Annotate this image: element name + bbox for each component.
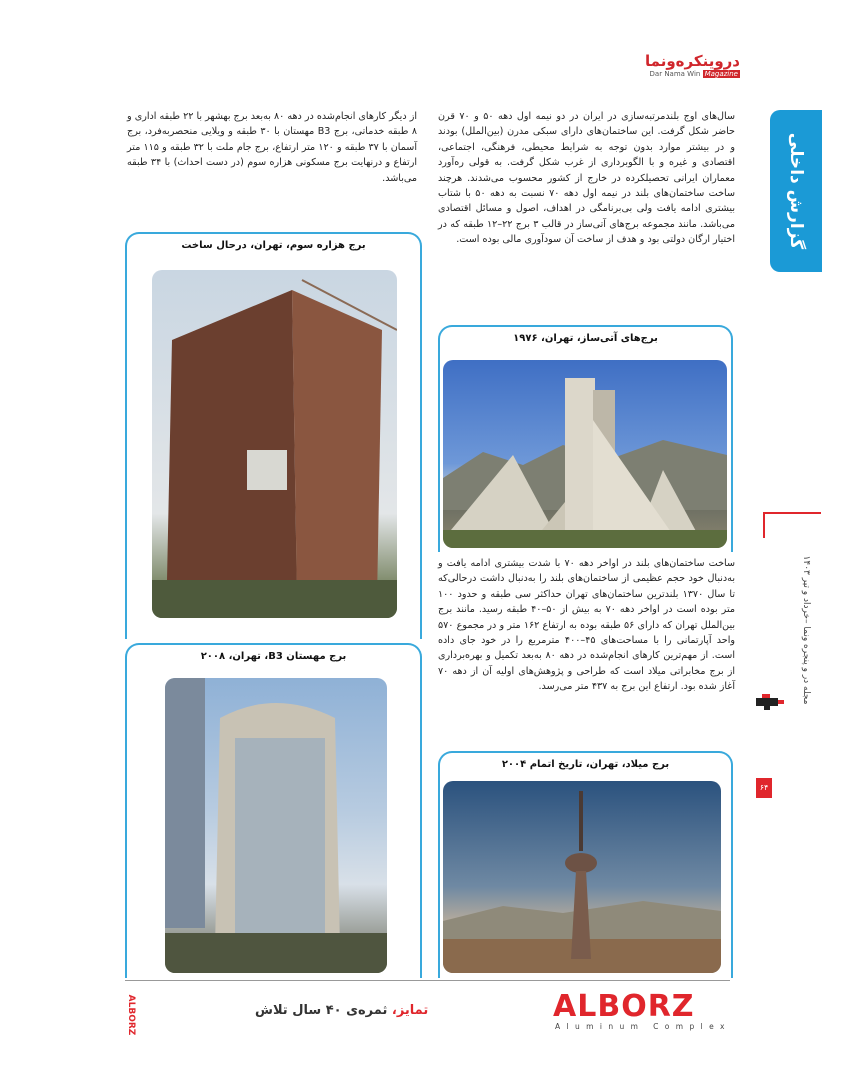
alborz-vertical-text: ALBORZ [126, 994, 136, 1036]
footer-slogan-text: ثمره‌ی ۴۰ سال تلاش [255, 1003, 392, 1018]
magazine-logo-fa: دروینکره‌ونما [645, 52, 740, 70]
side-rule [763, 512, 821, 514]
figure-atisaz-towers [438, 325, 733, 552]
photo-mahestan-b3-tower [165, 678, 387, 973]
window-icon [752, 690, 788, 714]
article-paragraph-left: از دیگر کارهای انجام‌شده در دهه ۸۰ به‌بعد برج بهشهر با ۲۲ طبقه اداری و ۸ طبقه خدماتی، برج B3 مهستان با ۳۰ طبقه و ویلایی منحصربه‌فرد، برج آسمان با ۳۷ طبقه و ۱۲۰ متر ارتفاع، برج جام ملت با ۳۲ طبقه و ۱۱۵ متر ارتفاع و درنهایت برج مسکونی هزاره سوم (در دست احداث) با ۳۴ طبقه می‌باشد. [127, 111, 418, 184]
alborz-brand-sub: Aluminum Complex [555, 1022, 731, 1031]
figure-caption: برج میلاد، تهران، تاریخ اتمام ۲۰۰۴ [501, 759, 670, 770]
side-rule-vertical [763, 512, 765, 538]
photo-milad-tower [443, 781, 721, 973]
alborz-vertical-logo [124, 990, 138, 1040]
figure-hezare-sevom-tower [125, 232, 422, 639]
article-paragraph-right: سال‌های اوج بلندمرتبه‌سازی در ایران در دو نیمه اول دهه ۵۰ و ۷۰ قرن حاضر شکل گرفت. این ساختمان‌های دارای سبکی مدرن (بین‌الملل) بودند و در بیشتر موارد بدون توجه به شرایط محیطی، فرهنگی، اجتماعی، اقتصادی و غیره و با الگوبرداری از غرب شکل گرفت. به قولی ره‌آورد معماران ایرانی تحصیلکرده در خارج از کشور محسوب می‌شدند. هرچند ساخت ساختمان‌های بلند در نیمه اول دهه ۷۰ نسبت به دهه ۵۰ با شتاب بیشتری ادامه یافت ولی بی‌برنامگی در اهداف، اصول و مسائل اقتصادی می‌باشد. مانند مجموعه برج‌های آتی‌ساز در قالب ۳ برج ۲۲–۱۲ طبقه که در اختیار ارگان دولتی بود و هدف از ساخت آن سودآوری مالی بوده است. [438, 111, 735, 246]
section-title: گزارش داخلی [786, 132, 806, 250]
figure-caption: برج‌های آتی‌ساز، تهران، ۱۹۷۶ [513, 333, 658, 344]
alborz-logo [553, 990, 731, 1034]
side-magazine-label [796, 540, 816, 720]
figure-caption: برج مهستان B3، تهران، ۲۰۰۸ [200, 651, 347, 662]
footer-slogan-highlight: تمایز، [391, 1003, 429, 1018]
figure-milad-tower [438, 751, 733, 978]
page-number: ۶۴ [756, 778, 772, 798]
magazine-logo [640, 52, 740, 82]
footer-rule [125, 980, 730, 981]
figure-caption: برج هزاره سوم، تهران، درحال ساخت [181, 240, 366, 251]
figure-mahestan-b3-tower [125, 643, 422, 978]
alborz-brand: ALBORZ [553, 989, 695, 1024]
magazine-logo-en [650, 70, 740, 78]
footer-slogan [255, 1003, 428, 1018]
side-magazine-text: مجله در و پنجره ونما –خرداد و تیر ۱۴۰۳ [801, 555, 811, 705]
photo-hezare-sevom-tower [152, 270, 397, 618]
magazine-logo-tag: Magazine [704, 70, 738, 78]
photo-atisaz-towers [443, 360, 727, 548]
section-tab [770, 110, 822, 272]
article-paragraph-middle: ساخت ساختمان‌های بلند در اواخر دهه ۷۰ با شدت بیشتری ادامه یافت و به‌دنبال خود حجم عظیمی از ساختمان‌های بلند را به‌دنبال داشت درحالی‌که تا سال ۱۳۷۰ بلندترین ساختمان‌های تهران حداکثر سی طبقه و حدود ۱۰۰ متر بوده است در اواخر دهه ۷۰ به بیش از ۵۰–۴۰ طبقه رسید. مانند برج بین‌الملل تهران که دارای ۵۶ طبقه بوده به ارتفاع ۱۶۲ متر و در مجموع ۵۷۰ واحد آپارتمانی را با مساحت‌های ۴۵–۴۰۰ مترمربع را در خود جای داده است. از مهم‌ترین کارهای انجام‌شده در دهه ۸۰ به‌بعد تکمیل و بهره‌برداری از برج مخابراتی میلاد است که طراحی و پژوهش‌های اولیه آن از دهه ۷۰ آغاز شده بود. ارتفاع این برج به ۴۳۷ متر می‌رسد. [438, 558, 736, 693]
magazine-logo-name: Dar Nama Win [649, 70, 701, 78]
